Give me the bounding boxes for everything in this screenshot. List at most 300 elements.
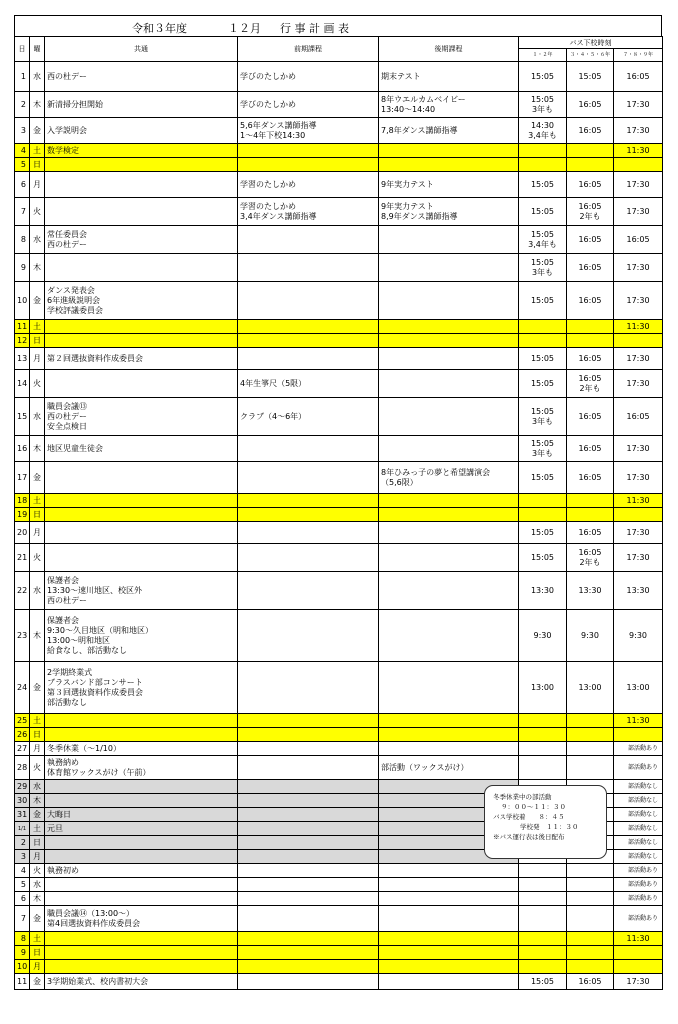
early-cell [238,864,379,878]
bus-time-7-9: 部活動なし [614,822,663,836]
bus-time-1-2: 14:30 3,4年も [519,118,567,144]
early-cell [238,756,379,780]
bus-time-7-9: 17:30 [614,974,663,990]
common-cell: 常任委員会 西の杜デー [45,226,238,254]
day-cell: 22 [15,572,30,610]
bus-time-1-2 [519,742,567,756]
early-cell [238,714,379,728]
weekday-cell: 土 [30,822,45,836]
late-cell [379,320,519,334]
table-row [15,906,663,932]
bus-time-7-9 [614,960,663,974]
common-cell: 地区児童生徒会 [45,436,238,462]
weekday-cell: 金 [30,974,45,990]
common-cell: 元旦 [45,822,238,836]
weekday-cell: 金 [30,282,45,320]
bus-time-7-9: 16:05 [614,398,663,436]
late-cell [379,544,519,572]
bus-time-1-2 [519,960,567,974]
weekday-cell: 水 [30,398,45,436]
bus-time-7-9: 13:00 [614,662,663,714]
weekday-cell: 日 [30,836,45,850]
bus-time-1-2: 15:05 [519,370,567,398]
bus-time-1-2: 9:30 [519,610,567,662]
late-cell [379,878,519,892]
bus-time-1-2: 15:05 [519,974,567,990]
weekday-cell: 木 [30,254,45,282]
bus-time-7-9 [614,508,663,522]
bus-time-1-2: 15:05 3年も [519,398,567,436]
bus-time-3-6 [567,158,614,172]
bus-time-3-6: 16:05 [567,436,614,462]
late-cell [379,158,519,172]
bus-time-7-9: 17:30 [614,92,663,118]
bus-time-1-2: 15:05 3,4年も [519,226,567,254]
early-cell [238,544,379,572]
day-cell: 18 [15,494,30,508]
early-cell [238,974,379,990]
table-row [15,254,663,282]
weekday-cell: 土 [30,320,45,334]
table-row [15,742,663,756]
bus-time-1-2: 15:05 [519,544,567,572]
bus-time-7-9: 16:05 [614,62,663,92]
early-cell [238,780,379,794]
late-cell [379,254,519,282]
common-cell [45,172,238,198]
bus-time-1-2: 15:05 [519,198,567,226]
bus-time-7-9: 11:30 [614,932,663,946]
late-cell [379,144,519,158]
early-cell [238,850,379,864]
early-cell [238,946,379,960]
early-cell [238,334,379,348]
day-cell: 29 [15,780,30,794]
table-row [15,974,663,990]
bus-time-7-9: 17:30 [614,348,663,370]
day-cell: 3 [15,118,30,144]
common-cell: 3学期始業式、校内書初大会 [45,974,238,990]
bus-time-7-9: 部活動あり [614,892,663,906]
late-cell: 9年実力テスト 8,9年ダンス講師指導 [379,198,519,226]
bus-time-7-9: 16:05 [614,226,663,254]
table-row [15,172,663,198]
bus-time-7-9 [614,158,663,172]
common-cell: 執務納め 体育館ワックスがけ（午前） [45,756,238,780]
weekday-cell: 火 [30,756,45,780]
bus-time-7-9: 11:30 [614,494,663,508]
weekday-cell: 水 [30,878,45,892]
late-cell [379,398,519,436]
common-cell [45,158,238,172]
bus-time-1-2: 13:00 [519,662,567,714]
table-row [15,610,663,662]
common-cell [45,508,238,522]
common-cell: 執務初め [45,864,238,878]
early-cell [238,144,379,158]
table-row [15,728,663,742]
day-cell: 1 [15,62,30,92]
bus-time-1-2 [519,906,567,932]
weekday-cell: 水 [30,226,45,254]
weekday-cell: 木 [30,794,45,808]
late-cell: 7,8年ダンス講師指導 [379,118,519,144]
bus-time-1-2 [519,320,567,334]
day-cell: 7 [15,906,30,932]
day-cell: 20 [15,522,30,544]
day-cell: 6 [15,892,30,906]
weekday-cell: 水 [30,62,45,92]
day-cell: 7 [15,198,30,226]
early-cell [238,226,379,254]
common-cell [45,254,238,282]
bus-time-3-6 [567,334,614,348]
note-line: ※バス運行表は後日配布 [493,833,565,841]
table-row [15,878,663,892]
day-cell: 21 [15,544,30,572]
bus-time-7-9: 17:30 [614,436,663,462]
table-row [15,522,663,544]
bus-time-7-9: 部活動なし [614,794,663,808]
early-cell [238,320,379,334]
note-line: バス学校着 ８：４５ [493,813,565,821]
late-cell [379,282,519,320]
common-cell [45,780,238,794]
title-bar [14,15,662,36]
weekday-cell: 金 [30,462,45,494]
weekday-cell: 火 [30,198,45,226]
bus-time-1-2 [519,144,567,158]
bus-time-7-9: 17:30 [614,172,663,198]
common-cell [45,728,238,742]
bus-time-3-6 [567,144,614,158]
table-row [15,462,663,494]
day-cell: 31 [15,808,30,822]
early-cell [238,282,379,320]
table-row [15,864,663,878]
late-cell [379,864,519,878]
early-cell [238,794,379,808]
bus-time-3-6: 16:05 [567,398,614,436]
day-cell: 12 [15,334,30,348]
common-cell: 大晦日 [45,808,238,822]
common-cell: 第２回選抜資料作成委員会 [45,348,238,370]
table-row [15,960,663,974]
bus-time-7-9: 17:30 [614,282,663,320]
common-cell [45,320,238,334]
early-cell: 学習のたしかめ [238,172,379,198]
late-cell [379,714,519,728]
bus-time-1-2 [519,508,567,522]
common-cell [45,462,238,494]
col-bus-3-6: ３・４・５・６年 [567,49,614,62]
table-row [15,144,663,158]
common-cell [45,198,238,226]
bus-time-7-9: 部活動なし [614,850,663,864]
col-common: 共通 [45,37,238,62]
common-cell [45,714,238,728]
bus-time-3-6: 13:00 [567,662,614,714]
day-cell: 6 [15,172,30,198]
common-cell: 職員会議⑬ 西の杜デー 安全点検日 [45,398,238,436]
weekday-cell: 金 [30,118,45,144]
bus-time-3-6: 16:05 [567,282,614,320]
late-cell [379,932,519,946]
table-row [15,320,663,334]
weekday-cell: 木 [30,892,45,906]
bus-time-1-2: 15:05 3年も [519,436,567,462]
bus-time-7-9: 17:30 [614,254,663,282]
day-cell: 4 [15,864,30,878]
late-cell [379,572,519,610]
day-cell: 14 [15,370,30,398]
late-cell [379,348,519,370]
early-cell [238,508,379,522]
note-line: ９：００～１１：３０ [501,803,566,811]
common-cell: 冬季休業（～1/10） [45,742,238,756]
bus-time-3-6: 16:05 [567,974,614,990]
weekday-cell: 月 [30,850,45,864]
weekday-cell: 月 [30,348,45,370]
note-line: 冬季休業中の部活動 [493,793,552,801]
day-cell: 25 [15,714,30,728]
bus-time-7-9: 17:30 [614,522,663,544]
bus-time-1-2: 15:05 [519,282,567,320]
bus-time-3-6: 16:05 [567,522,614,544]
early-cell [238,822,379,836]
day-cell: 26 [15,728,30,742]
day-cell: 8 [15,226,30,254]
day-cell: 17 [15,462,30,494]
bus-time-3-6 [567,714,614,728]
common-cell [45,946,238,960]
weekday-cell: 金 [30,808,45,822]
late-cell [379,974,519,990]
bus-time-7-9: 9:30 [614,610,663,662]
weekday-cell: 日 [30,728,45,742]
common-cell [45,494,238,508]
late-cell [379,436,519,462]
late-cell [379,906,519,932]
table-row [15,572,663,610]
bus-time-7-9: 部活動あり [614,878,663,892]
bus-time-1-2 [519,334,567,348]
late-cell [379,370,519,398]
early-cell [238,254,379,282]
col-late: 後期課程 [379,37,519,62]
weekday-cell: 木 [30,92,45,118]
common-cell: 職員会議⑭（13:00～） 第4回選抜資料作成委員会 [45,906,238,932]
bus-time-3-6 [567,878,614,892]
common-cell [45,836,238,850]
bus-time-1-2 [519,892,567,906]
late-cell: 9年実力テスト [379,172,519,198]
col-bus-group: バス下校時刻 [519,37,663,49]
weekday-cell: 日 [30,158,45,172]
bus-time-7-9: 13:30 [614,572,663,610]
bus-time-3-6: 16:05 2年も [567,544,614,572]
bus-time-7-9: 部活動あり [614,864,663,878]
bus-time-3-6 [567,742,614,756]
bus-time-7-9: 部活動あり [614,742,663,756]
common-cell [45,878,238,892]
bus-time-7-9: 部活動なし [614,780,663,794]
bus-time-3-6 [567,906,614,932]
bus-time-1-2 [519,878,567,892]
table-row [15,544,663,572]
common-cell: 入学説明会 [45,118,238,144]
early-cell [238,878,379,892]
bus-time-1-2: 15:05 [519,522,567,544]
weekday-cell: 水 [30,572,45,610]
early-cell [238,808,379,822]
early-cell [238,572,379,610]
bus-time-1-2 [519,864,567,878]
early-cell [238,610,379,662]
common-cell: ダンス発表会 6年進級説明会 学校評議委員会 [45,282,238,320]
day-cell: 1/1 [15,822,30,836]
day-cell: 28 [15,756,30,780]
table-row [15,398,663,436]
table-row [15,494,663,508]
col-bus-7-9: ７・８・９年 [614,49,663,62]
table-row [15,226,663,254]
late-cell [379,522,519,544]
late-cell [379,226,519,254]
weekday-cell: 土 [30,494,45,508]
bus-time-1-2 [519,932,567,946]
bus-time-7-9: 11:30 [614,144,663,158]
bus-time-1-2: 15:05 3年も [519,254,567,282]
col-day: 日 [15,37,30,62]
weekday-cell: 土 [30,932,45,946]
bus-time-1-2: 15:05 [519,62,567,92]
late-cell [379,494,519,508]
month-label: １２月 [228,22,261,35]
bus-time-1-2: 15:05 [519,172,567,198]
weekday-cell: 土 [30,144,45,158]
day-cell: 2 [15,92,30,118]
day-cell: 10 [15,282,30,320]
table-row [15,756,663,780]
early-cell [238,494,379,508]
late-cell [379,960,519,974]
weekday-cell: 金 [30,662,45,714]
common-cell [45,794,238,808]
bus-time-1-2 [519,728,567,742]
table-row [15,714,663,728]
table-row [15,892,663,906]
common-cell: 新清掃分担開始 [45,92,238,118]
early-cell [238,728,379,742]
table-row [15,118,663,144]
bus-time-3-6: 16:05 2年も [567,370,614,398]
weekday-cell: 土 [30,714,45,728]
day-cell: 13 [15,348,30,370]
day-cell: 4 [15,144,30,158]
common-cell: 2学期終業式 ブラスバンド部コンサート 第３回選抜資料作成委員会 部活動なし [45,662,238,714]
day-cell: 30 [15,794,30,808]
bus-time-7-9: 17:30 [614,462,663,494]
weekday-cell: 月 [30,960,45,974]
table-row [15,198,663,226]
bus-time-3-6: 16:05 [567,254,614,282]
early-cell [238,662,379,714]
bus-time-7-9: 部活動あり [614,906,663,932]
bus-time-1-2 [519,946,567,960]
day-cell: 5 [15,878,30,892]
early-cell: クラブ（4～6年） [238,398,379,436]
late-cell [379,742,519,756]
common-cell [45,892,238,906]
early-cell: 4年生箏尺（5限） [238,370,379,398]
bus-time-7-9 [614,946,663,960]
early-cell [238,522,379,544]
day-cell: 23 [15,610,30,662]
day-cell: 9 [15,946,30,960]
late-cell: 部活動（ワックスがけ） [379,756,519,780]
bus-time-3-6: 15:05 [567,62,614,92]
col-weekday: 曜 [30,37,45,62]
note-line: 学校発 １１：３０ [507,823,579,831]
day-cell: 10 [15,960,30,974]
col-early: 前期課程 [238,37,379,62]
early-cell: 学習のたしかめ 3,4年ダンス講師指導 [238,198,379,226]
bus-time-1-2 [519,714,567,728]
common-cell [45,850,238,864]
common-cell [45,960,238,974]
winter-club-note [484,785,607,859]
bus-time-3-6 [567,892,614,906]
bus-time-7-9 [614,728,663,742]
bus-time-1-2: 15:05 3年も [519,92,567,118]
weekday-cell: 日 [30,508,45,522]
late-cell [379,334,519,348]
bus-time-1-2: 13:30 [519,572,567,610]
early-cell: 学びのたしかめ [238,92,379,118]
bus-time-3-6: 9:30 [567,610,614,662]
bus-time-7-9: 17:30 [614,118,663,144]
common-cell: 西の杜デー [45,62,238,92]
weekday-cell: 日 [30,334,45,348]
bus-time-3-6 [567,756,614,780]
bus-time-3-6: 16:05 [567,92,614,118]
day-cell: 8 [15,932,30,946]
col-bus-1-2: １・２年 [519,49,567,62]
late-cell [379,892,519,906]
weekday-cell: 金 [30,906,45,932]
early-cell [238,742,379,756]
early-cell: 5,6年ダンス講師指導 1～4年下校14:30 [238,118,379,144]
bus-time-3-6 [567,864,614,878]
school-year: 令和３年度 [132,22,187,35]
bus-time-1-2 [519,158,567,172]
bus-time-1-2 [519,494,567,508]
bus-time-7-9 [614,334,663,348]
table-row [15,92,663,118]
early-cell [238,932,379,946]
bus-time-3-6 [567,494,614,508]
weekday-cell: 月 [30,742,45,756]
early-cell: 学びのたしかめ [238,62,379,92]
weekday-cell: 水 [30,780,45,794]
table-row [15,62,663,92]
day-cell: 15 [15,398,30,436]
weekday-cell: 月 [30,172,45,198]
bus-time-3-6: 16:05 [567,462,614,494]
table-row [15,334,663,348]
common-cell: 保護者会 9:30～久目地区（明和地区） 13:00～明和地区 給食なし、部活動なし [45,610,238,662]
